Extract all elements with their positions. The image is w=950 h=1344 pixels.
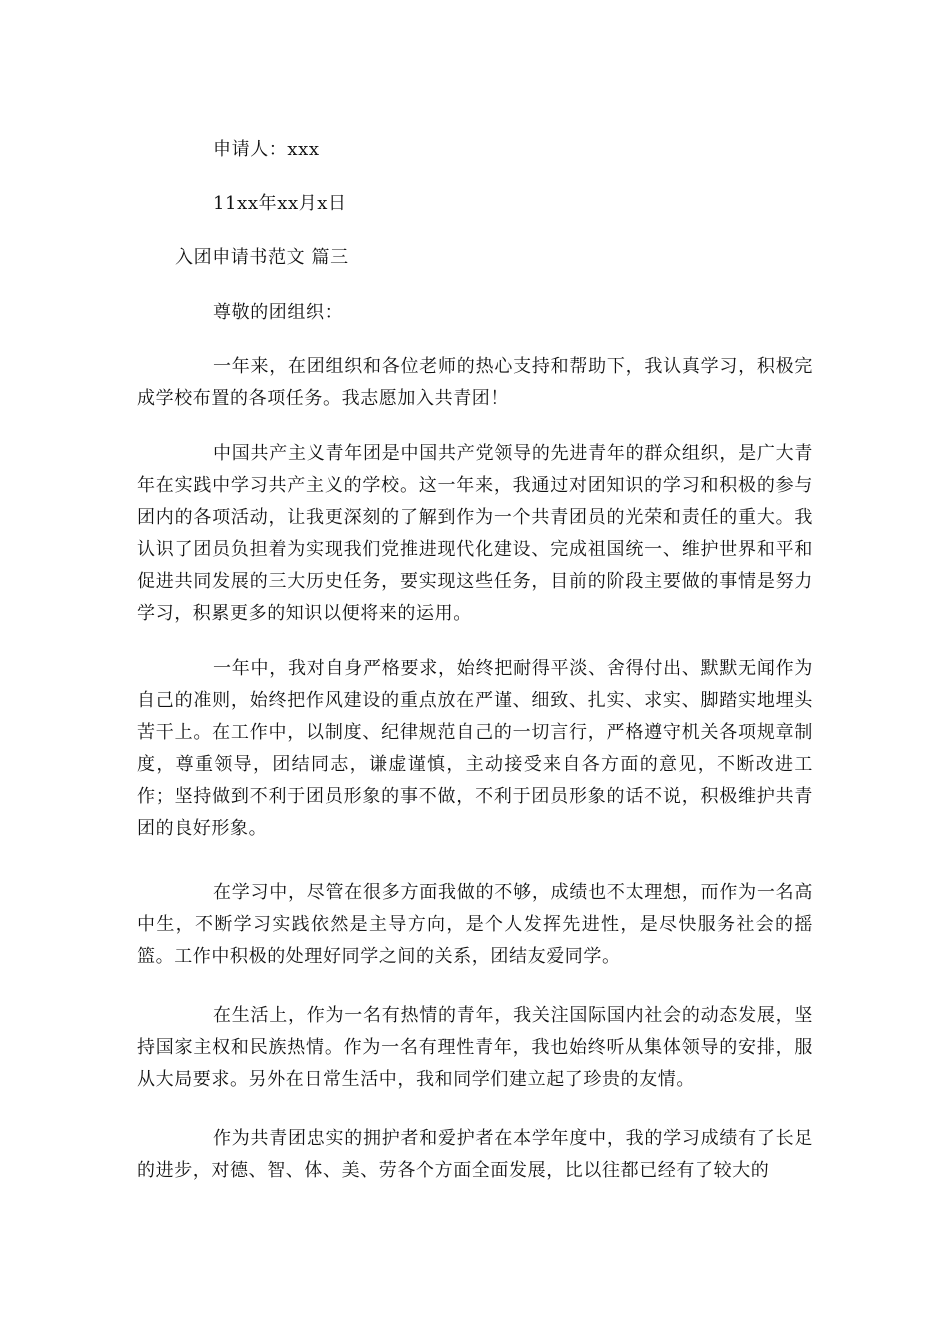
section-heading: 入团申请书范文 篇三 (175, 247, 349, 268)
paragraph-2: 中国共产主义青年团是中国共产党领导的先进青年的群众组织，是广大青年在实践中学习共产主义的学校。这一年来，我通过对团知识的学习和积极的参与团内的各项活动，让我更深刻的了解到作为一个共青团员的光荣和责任的重大。我认识了团员负担着为实现我们党推进现代化建设、完成祖国统一、维护世界和平和促进共同发展的三大历史任务，要实现这些任务，目前的阶段主要做的事情是努力学习，积累更多的知识以便将来的运用。 (137, 443, 813, 624)
paragraph-1: 一年来，在团组织和各位老师的热心支持和帮助下，我认真学习，积极完成学校布置的各项任务。我志愿加入共青团！ (137, 356, 813, 409)
paragraph-5: 在生活上，作为一名有热情的青年，我关注国际国内社会的动态发展，坚持国家主权和民族热情。作为一名有理性青年，我也始终听从集体领导的安排，服从大局要求。另外在日常生活中，我和同学们建立起了珍贵的友情。 (137, 1005, 813, 1090)
paragraph-6: 作为共青团忠实的拥护者和爱护者在本学年度中，我的学习成绩有了长足的进步，对德、智、体、美、劳各个方面全面发展，比以往都已经有了较大的 (137, 1128, 813, 1181)
paragraph-4: 在学习中，尽管在很多方面我做的不够，成绩也不太理想，而作为一名高中生，不断学习实践依然是主导方向，是个人发挥先进性，是尽快服务社会的摇篮。工作中积极的处理好同学之间的关系，团结友爱同学。 (137, 882, 813, 967)
application-date: 11xx年xx月x日 (213, 193, 347, 214)
salutation: 尊敬的团组织： (213, 302, 344, 323)
paragraph-3: 一年中，我对自身严格要求，始终把耐得平淡、舍得付出、默默无闻作为自己的准则，始终把作风建设的重点放在严谨、细致、扎实、求实、脚踏实地埋头苦干上。在工作中，以制度、纪律规范自己的一切言行，严格遵守机关各项规章制度，尊重领导，团结同志，谦虚谨慎，主动接受来自各方面的意见，不断改进工作；坚持做到不利于团员形象的事不做，不利于团员形象的话不说，积极维护共青团的良好形象。 (137, 658, 813, 839)
applicant-signature: 申请人：xxx (213, 139, 320, 160)
